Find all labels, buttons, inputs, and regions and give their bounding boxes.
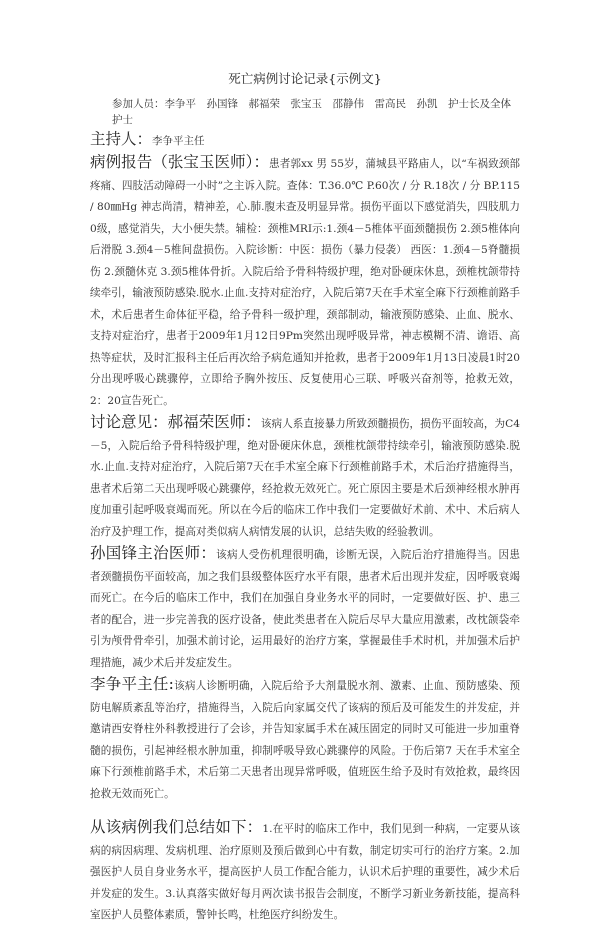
document-title: 死亡病例讨论记录{示例文}	[228, 71, 382, 86]
case-report-section	[90, 152, 520, 412]
section-text: 该病人诊断明确，入院后给予大剂量脱水剂、激素、止血、预防感染、预防电解质紊乱等治疗，措施得当，入院后向家属交代了该病的预后及可能发生的并发症，并邀请西安脊柱外科教授进行了会诊，并告知家属手术在减压固定的同时又可能进一步加重脊髓的损伤，引起神经根水肿加重，抑制呼吸导致心跳骤停的风险。于伤后第7 天在手术室全麻下行颈椎前路手术，术后第二天患者出现异常呼吸，值班医生给予及时有效抢救，最终因抢救无效而死亡。	[90, 680, 520, 800]
section-text: 该病人受伤机理很明确，诊断无误，入院后治疗措施得当。因患者颈髓损伤平面较高，加之我们县级整体医疗水平有限，患者术后出现并发症，因呼吸衰竭而死亡。在今后的临床工作中，我们在加强自身业务水平的同时，一定要做好医、护、患三者的配合，进一步完善我的医疗设备，使此类患者在入院后尽早大量应用激素，改枕颌袋牵引为颅骨骨牵引，加强术前讨论，运用最好的治疗方案，掌握最佳手术时机，并加强术后护理措施，减少术后并发症发生。	[90, 549, 520, 669]
document-page	[90, 70, 520, 927]
section-text: 患者郭xx 男 55岁，蒲城县平路庙人，以“车祸致颈部疼痛、四肢活动障碍一小时”之主诉入院。查体：T.36.0℃ P.60次 / 分 R.18次 / 分 BP.115 / 80㎜Hg 神志尚清，精神差，心.肺.腹未查及明显异常。损伤平面以下感觉消失，四肢肌力0级，感觉消失，大小便失禁。辅检：颈椎MRI示:1.颈4－5椎体平面颈髓损伤 2.颈5椎体向后滑脱 3.颈4－5椎间盘损伤。入院诊断：中医：损伤（暴力侵袭） 西医：1.颈4－5脊髓损伤 2.颈髓休克 3.颈5椎体骨折。入院后给予骨科特级护理，绝对卧硬床休息，颈椎枕颌带持续牵引，输液预防感染.脱水.止血.支持对症治疗，入院后第7天在手术室全麻下行颈椎前路手术，术后患者生命体征平稳，给予骨科一级护理，颈部制动，输液预防感染、止血、脱水、支持对症治疗，患者于2009年1月12日9Pm突然出现呼吸异常，神志模糊不清、谵语、高热等症状，及时汇报科主任后再次给予病危通知并抢救，患者于2009年1月13日凌晨1时20分出现呼吸心跳骤停，立即给予胸外按压、反复使用心三联、呼吸兴奋剂等，抢救无效，2：20宣告死亡。	[90, 158, 520, 407]
participants-line: 参加人员：李争平 孙国锋 郝福荣 张宝玉 邵静伟 雷高民 孙凯 护士长及全体护士	[112, 98, 511, 126]
host-line	[90, 128, 520, 152]
host-label: 主持人：	[90, 130, 153, 148]
section-heading: 病例报告（张宝玉医师）：	[90, 153, 270, 171]
host-value: 李争平主任	[152, 135, 205, 147]
section-text: 1.在平时的临床工作中，我们见到一种病，一定要从该病的病因病理、发病机理、治疗原则及预后做到心中有数，制定切实可行的治疗方案。2.加强医护人员自身业务水平，提高医护人员工作配合能力，认识术后护理的重要性，减少术后并发症的发生。3.认真落实做好每月两次读书报告会制度，不断学习新业务新技能，提高科室医护人员整体素质，警钟长鸣，杜绝医疗纠纷发生。	[90, 823, 520, 921]
summary-section	[90, 817, 520, 927]
section-heading: 孙国锋主治医师：	[90, 544, 217, 562]
director-section	[90, 674, 520, 805]
spacer	[90, 805, 520, 817]
attending-physician-section	[90, 543, 520, 674]
section-heading: 讨论意见：郝福荣医师：	[90, 413, 261, 431]
section-text: 该病人系直接暴力所致颈髓损伤，损伤平面较高，为C4－5，入院后给予骨科特级护理，绝对卧硬床休息，颈椎枕颌带持续牵引，输液预防感染.脱水.止血.支持对症治疗，入院后第7天在手术室全麻下行颈椎前路手术，术后治疗措施得当，患者术后第二天出现呼吸心跳骤停，经抢救无效死亡。死亡原因主要是术后颈神经根水肿再度加重引起呼吸衰竭而死。所以在今后的临床工作中我们一定要做好术前、术中、术后病人治疗及护理工作，提高对类似病人病情发展的认识，总结失败的经验教训。	[90, 418, 520, 538]
section-heading: 李争平主任:	[90, 675, 174, 693]
discussion-section	[90, 412, 520, 543]
section-heading: 从该病例我们总结如下：	[90, 818, 263, 836]
